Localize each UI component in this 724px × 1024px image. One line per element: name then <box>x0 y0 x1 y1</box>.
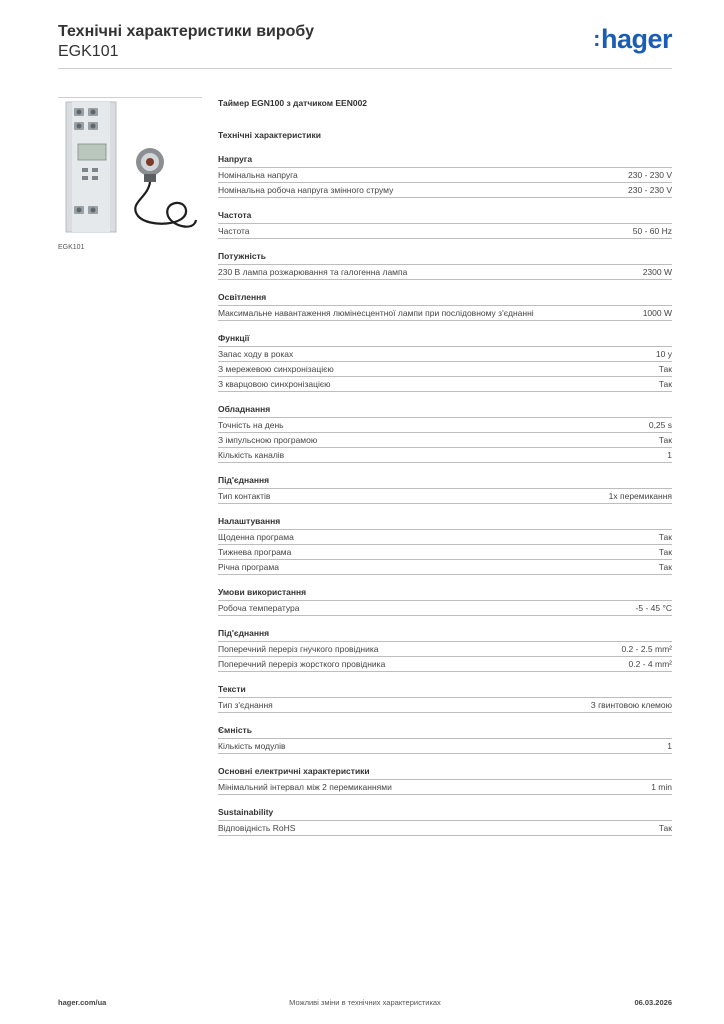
spec-group <box>218 723 672 754</box>
page-title: Технічні характеристики виробу <box>58 23 314 40</box>
spec-value: 1 min <box>651 782 672 792</box>
spec-group <box>218 331 672 392</box>
spec-value: 230 - 230 V <box>628 185 672 195</box>
spec-row <box>218 168 672 183</box>
spec-label: Тип з'єднання <box>218 700 273 710</box>
spec-group-title: Функції <box>218 331 672 347</box>
spec-label: Відповідність RoHS <box>218 823 296 833</box>
tech-specs-heading: Технічні характеристики <box>218 130 321 140</box>
spec-group <box>218 682 672 713</box>
spec-value: 1х перемикання <box>608 491 672 501</box>
spec-value: 2300 W <box>642 267 672 277</box>
spec-row <box>218 224 672 239</box>
spec-value: Так <box>658 562 672 572</box>
spec-label: З мережевою синхронізацією <box>218 364 334 374</box>
spec-groups <box>218 152 672 836</box>
spec-group <box>218 290 672 321</box>
spec-group <box>218 626 672 672</box>
spec-value: З гвинтовою клемою <box>590 700 672 710</box>
spec-group <box>218 249 672 280</box>
hager-logo[interactable] <box>593 24 672 55</box>
spec-value: 0.2 - 2.5 mm² <box>621 644 672 654</box>
spec-value: Так <box>658 823 672 833</box>
spec-label: 230 В лампа розжарювання та галогенна лампа <box>218 267 408 277</box>
spec-label: Щоденна програма <box>218 532 294 542</box>
spec-group-title: Потужність <box>218 249 672 265</box>
spec-row <box>218 780 672 795</box>
spec-row <box>218 306 672 321</box>
spec-row <box>218 377 672 392</box>
spec-row <box>218 560 672 575</box>
spec-value: 230 - 230 V <box>628 170 672 180</box>
spec-value: Так <box>658 435 672 445</box>
spec-value: 1 <box>667 450 672 460</box>
spec-group-title: Освітлення <box>218 290 672 306</box>
spec-group <box>218 402 672 463</box>
spec-value: -5 - 45 °C <box>635 603 672 613</box>
spec-value: 50 - 60 Hz <box>632 226 672 236</box>
footer-disclaimer: Можливі зміни в технічних характеристиках <box>289 998 441 1007</box>
spec-label: Мінімальний інтервал між 2 перемиканнями <box>218 782 392 792</box>
spec-label: Робоча температура <box>218 603 300 613</box>
spec-content <box>218 96 672 836</box>
spec-row <box>218 362 672 377</box>
spec-row <box>218 489 672 504</box>
spec-group-title: Напруга <box>218 152 672 168</box>
image-caption: EGK101 <box>58 244 85 251</box>
spec-label: Поперечний переріз жорсткого провідника <box>218 659 386 669</box>
spec-group-title: Умови використання <box>218 585 672 601</box>
spec-row <box>218 821 672 836</box>
spec-label: Номінальна робоча напруга змінного струму <box>218 185 394 195</box>
spec-group-title: Під'єднання <box>218 626 672 642</box>
spec-group <box>218 473 672 504</box>
logo-text: hager <box>600 24 672 54</box>
spec-value: 0,25 s <box>648 420 672 430</box>
spec-label: Запас ходу в роках <box>218 349 294 359</box>
product-image <box>58 97 202 239</box>
page-header <box>58 22 672 70</box>
spec-row <box>218 601 672 616</box>
spec-label: Поперечний переріз гнучкого провідника <box>218 644 379 654</box>
spec-value: Так <box>658 547 672 557</box>
spec-row <box>218 545 672 560</box>
spec-group-title: Обладнання <box>218 402 672 418</box>
spec-label: Кількість каналів <box>218 450 285 460</box>
spec-row <box>218 657 672 672</box>
product-description: Таймер EGN100 з датчиком EEN002 <box>218 98 368 108</box>
spec-group <box>218 585 672 616</box>
spec-group-title: Основні електричні характеристики <box>218 764 672 780</box>
spec-value: 1 <box>667 741 672 751</box>
spec-row <box>218 418 672 433</box>
spec-label: Тип контактів <box>218 491 271 501</box>
spec-value: Так <box>658 364 672 374</box>
page-subtitle: EGK101 <box>58 43 119 60</box>
logo-dots-icon: : <box>593 26 600 51</box>
spec-value: 10 y <box>655 349 672 359</box>
spec-label: Максимальне навантаження люмінесцентної лампи при послідовному з'єднанні <box>218 308 534 318</box>
spec-label: Номінальна напруга <box>218 170 298 180</box>
spec-row <box>218 347 672 362</box>
spec-value: Так <box>658 379 672 389</box>
spec-group-title: Sustainability <box>218 805 672 821</box>
spec-label: З кварцовою синхронізацією <box>218 379 331 389</box>
spec-row <box>218 183 672 198</box>
spec-label: З імпульсною програмою <box>218 435 318 445</box>
spec-value: 0.2 - 4 mm² <box>628 659 672 669</box>
spec-row <box>218 448 672 463</box>
spec-group <box>218 514 672 575</box>
footer-website-link[interactable]: hager.com/ua <box>58 998 107 1007</box>
spec-label: Річна програма <box>218 562 279 572</box>
spec-group-title: Під'єднання <box>218 473 672 489</box>
spec-value: Так <box>658 532 672 542</box>
spec-group-title: Частота <box>218 208 672 224</box>
spec-row <box>218 265 672 280</box>
header-divider <box>58 68 672 69</box>
spec-value: 1000 W <box>642 308 672 318</box>
timer-device-icon <box>58 98 202 239</box>
spec-label: Частота <box>218 226 250 236</box>
spec-row <box>218 739 672 754</box>
spec-group <box>218 208 672 239</box>
spec-label: Точність на день <box>218 420 284 430</box>
spec-group-title: Тексти <box>218 682 672 698</box>
spec-group <box>218 152 672 198</box>
spec-group-title: Ємність <box>218 723 672 739</box>
spec-row <box>218 433 672 448</box>
spec-group-title: Налаштування <box>218 514 672 530</box>
spec-group <box>218 805 672 836</box>
footer-date: 06.03.2026 <box>634 998 672 1007</box>
spec-row <box>218 698 672 713</box>
spec-row <box>218 530 672 545</box>
spec-label: Кількість модулів <box>218 741 286 751</box>
spec-row <box>218 642 672 657</box>
spec-group <box>218 764 672 795</box>
spec-label: Тижнева програма <box>218 547 292 557</box>
